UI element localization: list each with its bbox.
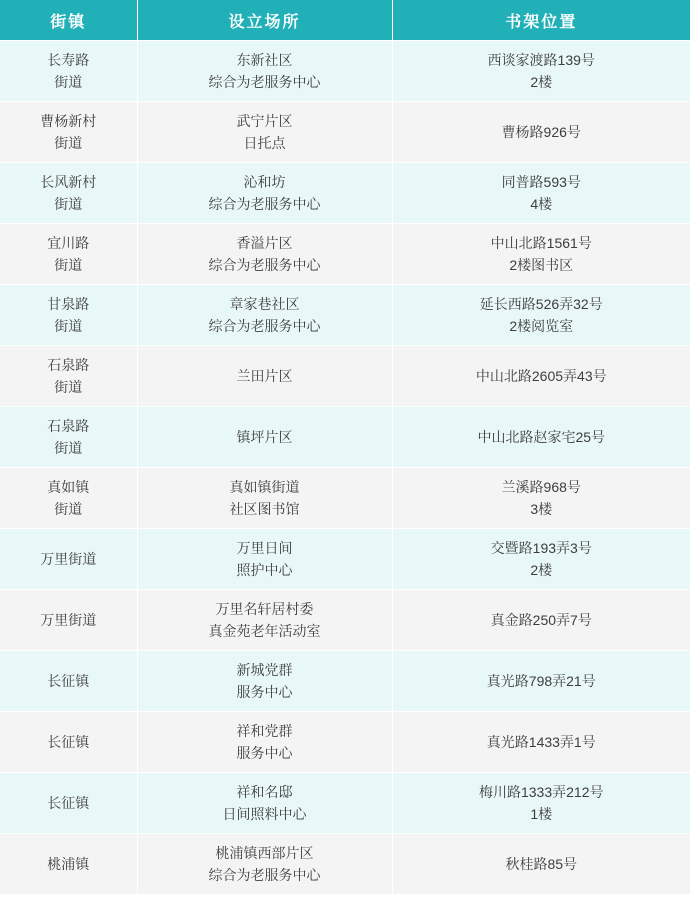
cell-street bbox=[0, 712, 137, 773]
cell-street-line: 街道 bbox=[54, 196, 83, 212]
cell-location-line: 西谈家渡路139号 bbox=[487, 52, 595, 68]
table-row bbox=[0, 346, 690, 407]
cell-street bbox=[0, 590, 137, 651]
cell-street-line: 长征镇 bbox=[47, 795, 90, 811]
table-header bbox=[0, 0, 690, 41]
cell-venue-line: 服务中心 bbox=[236, 684, 293, 700]
cell-venue bbox=[137, 773, 392, 834]
cell-venue-line: 真金苑老年活动室 bbox=[208, 623, 321, 639]
column-header-street: 街镇 bbox=[0, 0, 137, 41]
cell-venue bbox=[137, 834, 392, 895]
cell-location bbox=[392, 41, 690, 102]
cell-street bbox=[0, 773, 137, 834]
cell-venue bbox=[137, 102, 392, 163]
cell-street-line: 长风新村 bbox=[40, 174, 97, 190]
cell-location-line: 秋桂路85号 bbox=[505, 856, 578, 872]
cell-venue-line: 祥和党群 bbox=[236, 723, 293, 739]
cell-location bbox=[392, 163, 690, 224]
table-row bbox=[0, 651, 690, 712]
cell-location-line: 4楼 bbox=[530, 196, 553, 212]
cell-location-line: 真光路798弄21号 bbox=[486, 673, 596, 689]
cell-location-line: 真金路250弄7号 bbox=[490, 612, 592, 628]
cell-venue bbox=[137, 529, 392, 590]
cell-venue-line: 日托点 bbox=[243, 135, 286, 151]
cell-street-line: 曹杨新村 bbox=[40, 113, 97, 129]
cell-street bbox=[0, 41, 137, 102]
cell-venue-line: 镇坪片区 bbox=[236, 429, 293, 445]
cell-street bbox=[0, 529, 137, 590]
cell-street-line: 万里街道 bbox=[40, 551, 97, 567]
cell-venue-line: 万里名轩居村委 bbox=[215, 601, 314, 617]
cell-location-line: 交暨路193弄3号 bbox=[490, 540, 592, 556]
cell-location-line: 延长西路526弄32号 bbox=[479, 296, 603, 312]
cell-venue-line: 社区图书馆 bbox=[229, 501, 300, 517]
cell-venue bbox=[137, 407, 392, 468]
cell-venue-line: 武宁片区 bbox=[236, 113, 293, 129]
table-row bbox=[0, 102, 690, 163]
cell-location bbox=[392, 102, 690, 163]
cell-location bbox=[392, 529, 690, 590]
table-row bbox=[0, 224, 690, 285]
cell-street-line: 街道 bbox=[54, 379, 83, 395]
cell-venue-line: 综合为老服务中心 bbox=[208, 257, 321, 273]
cell-venue-line: 照护中心 bbox=[236, 562, 293, 578]
table-row bbox=[0, 468, 690, 529]
cell-street bbox=[0, 468, 137, 529]
table-row bbox=[0, 590, 690, 651]
cell-venue bbox=[137, 346, 392, 407]
table-row bbox=[0, 773, 690, 834]
cell-street-line: 街道 bbox=[54, 74, 83, 90]
cell-venue bbox=[137, 651, 392, 712]
cell-street-line: 万里街道 bbox=[40, 612, 97, 628]
cell-street bbox=[0, 163, 137, 224]
table-header-row bbox=[0, 0, 690, 41]
cell-location bbox=[392, 651, 690, 712]
cell-venue-line: 桃浦镇西部片区 bbox=[215, 845, 314, 861]
table-body bbox=[0, 41, 690, 895]
cell-venue-line: 综合为老服务中心 bbox=[208, 867, 321, 883]
column-header-location: 书架位置 bbox=[392, 0, 690, 41]
cell-venue bbox=[137, 468, 392, 529]
table-row bbox=[0, 41, 690, 102]
cell-location-line: 中山北路赵家宅25号 bbox=[477, 429, 606, 445]
cell-location bbox=[392, 407, 690, 468]
cell-street bbox=[0, 285, 137, 346]
table-row bbox=[0, 529, 690, 590]
cell-location bbox=[392, 773, 690, 834]
cell-venue-line: 香溢片区 bbox=[236, 235, 293, 251]
cell-street-line: 桃浦镇 bbox=[47, 856, 90, 872]
cell-street bbox=[0, 651, 137, 712]
cell-venue-line: 综合为老服务中心 bbox=[208, 74, 321, 90]
cell-venue bbox=[137, 163, 392, 224]
cell-location-line: 真光路1433弄1号 bbox=[486, 734, 596, 750]
cell-street-line: 甘泉路 bbox=[47, 296, 90, 312]
cell-street bbox=[0, 407, 137, 468]
cell-venue-line: 综合为老服务中心 bbox=[208, 196, 321, 212]
cell-street bbox=[0, 224, 137, 285]
cell-location-line: 3楼 bbox=[530, 501, 553, 517]
cell-location bbox=[392, 590, 690, 651]
cell-location bbox=[392, 468, 690, 529]
cell-location-line: 同普路593号 bbox=[501, 174, 581, 190]
cell-location-line: 中山北路2605弄43号 bbox=[475, 368, 607, 384]
cell-location-line: 中山北路1561号 bbox=[490, 235, 592, 251]
cell-street bbox=[0, 102, 137, 163]
cell-venue-line: 服务中心 bbox=[236, 745, 293, 761]
cell-venue bbox=[137, 41, 392, 102]
cell-venue bbox=[137, 285, 392, 346]
cell-venue-line: 东新社区 bbox=[236, 52, 293, 68]
cell-venue-line: 新城党群 bbox=[236, 662, 293, 678]
cell-location-line: 2楼图书区 bbox=[509, 257, 574, 273]
cell-street-line: 长寿路 bbox=[47, 52, 90, 68]
cell-street-line: 长征镇 bbox=[47, 734, 90, 750]
cell-location-line: 曹杨路926号 bbox=[501, 124, 581, 140]
cell-location-line: 2楼阅览室 bbox=[509, 318, 574, 334]
cell-location bbox=[392, 285, 690, 346]
table-row bbox=[0, 407, 690, 468]
table-row bbox=[0, 163, 690, 224]
cell-street-line: 街道 bbox=[54, 135, 83, 151]
cell-venue-line: 综合为老服务中心 bbox=[208, 318, 321, 334]
cell-location-line: 兰溪路968号 bbox=[501, 479, 581, 495]
cell-venue-line: 祥和名邸 bbox=[236, 784, 293, 800]
cell-street-line: 石泉路 bbox=[47, 418, 90, 434]
cell-street-line: 街道 bbox=[54, 501, 83, 517]
cell-venue-line: 真如镇街道 bbox=[229, 479, 300, 495]
cell-location-line: 梅川路1333弄212号 bbox=[478, 784, 604, 800]
cell-venue bbox=[137, 224, 392, 285]
table-row bbox=[0, 285, 690, 346]
cell-location-line: 2楼 bbox=[530, 74, 553, 90]
cell-venue-line: 日间照料中心 bbox=[222, 806, 307, 822]
column-header-venue: 设立场所 bbox=[137, 0, 392, 41]
cell-location bbox=[392, 224, 690, 285]
cell-location bbox=[392, 712, 690, 773]
table-row bbox=[0, 712, 690, 773]
cell-street bbox=[0, 346, 137, 407]
cell-street-line: 街道 bbox=[54, 257, 83, 273]
cell-street-line: 真如镇 bbox=[47, 479, 90, 495]
table-row bbox=[0, 834, 690, 895]
cell-location-line: 2楼 bbox=[530, 562, 553, 578]
cell-location bbox=[392, 346, 690, 407]
cell-venue-line: 万里日间 bbox=[236, 540, 293, 556]
cell-street-line: 长征镇 bbox=[47, 673, 90, 689]
cell-venue-line: 章家巷社区 bbox=[229, 296, 300, 312]
cell-venue bbox=[137, 590, 392, 651]
cell-street-line: 街道 bbox=[54, 318, 83, 334]
cell-venue-line: 兰田片区 bbox=[236, 368, 293, 384]
cell-street bbox=[0, 834, 137, 895]
cell-location bbox=[392, 834, 690, 895]
cell-location-line: 1楼 bbox=[530, 806, 553, 822]
cell-street-line: 街道 bbox=[54, 440, 83, 456]
cell-venue bbox=[137, 712, 392, 773]
cell-street-line: 石泉路 bbox=[47, 357, 90, 373]
cell-street-line: 宜川路 bbox=[47, 235, 90, 251]
cell-venue-line: 沁和坊 bbox=[243, 174, 286, 190]
